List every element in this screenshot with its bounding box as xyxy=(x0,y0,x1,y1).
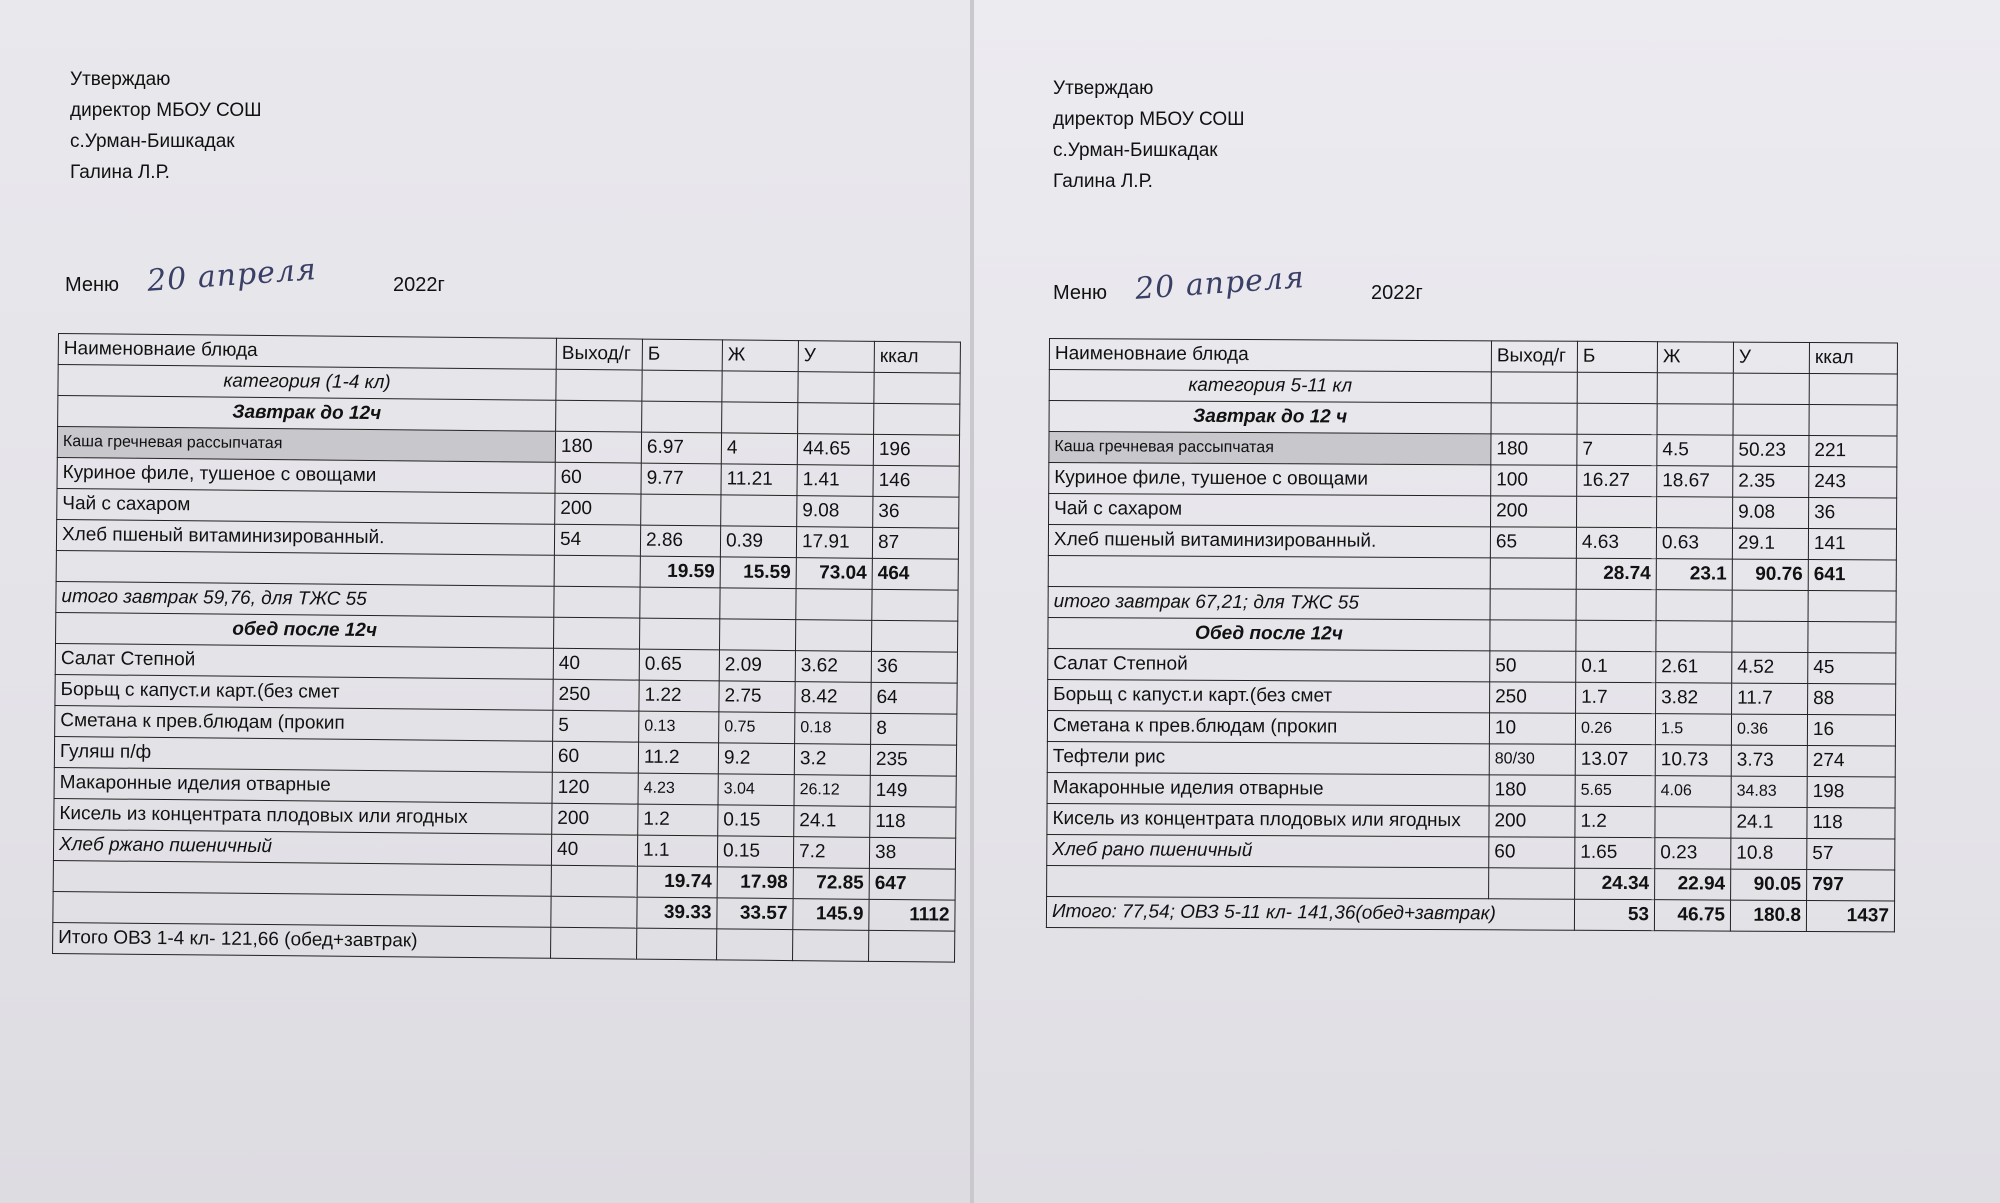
table-cell xyxy=(793,930,869,962)
nutrient-value: 146 xyxy=(873,465,959,497)
column-header: ккал xyxy=(1809,342,1897,373)
nutrient-value: 200 xyxy=(555,493,641,525)
table-cell xyxy=(1733,404,1809,435)
table-cell xyxy=(637,928,717,960)
nutrient-value xyxy=(1577,496,1657,527)
nutrient-value: 24.1 xyxy=(1731,807,1807,838)
nutrient-value: 88 xyxy=(1808,683,1896,714)
nutrient-value: 11.7 xyxy=(1732,683,1808,714)
nutrient-value: 24.1 xyxy=(794,806,870,838)
table-cell xyxy=(796,589,872,621)
table-row xyxy=(1047,803,1895,838)
approval-block xyxy=(1053,73,1245,197)
category-row xyxy=(1049,370,1897,405)
nutrient-value: 5 xyxy=(553,710,639,742)
final-note: Итого: 77,54; ОВЗ 5-11 кл- 141,36(обед+завтрак) xyxy=(1046,896,1574,930)
table-cell xyxy=(722,402,798,434)
nutrient-value xyxy=(641,494,721,526)
left-menu-sheet xyxy=(0,0,970,1203)
nutrient-value: 0.65 xyxy=(639,649,719,681)
nutrient-value: 8.42 xyxy=(795,682,871,714)
nutrient-value: 9.2 xyxy=(718,743,794,775)
menu-label: Меню xyxy=(65,274,120,296)
nutrient-value: 2.75 xyxy=(719,681,795,713)
nutrient-value: 60 xyxy=(1489,837,1575,868)
table-cell xyxy=(53,891,551,927)
table-row xyxy=(1048,648,1896,683)
nutrient-value: 235 xyxy=(870,744,956,776)
breakfast-title: Завтрак до 12 ч xyxy=(1049,401,1491,434)
dish-name: Хлеб пшеный витаминизированный. xyxy=(56,519,554,555)
nutrient-value: 3.82 xyxy=(1656,683,1732,714)
table-cell xyxy=(1657,373,1733,404)
subtotal-value: 19.74 xyxy=(637,866,717,898)
table-cell xyxy=(53,860,551,896)
nutrient-value: 141 xyxy=(1808,528,1896,559)
nutrient-value: 9.77 xyxy=(641,463,721,495)
dish-name: Тефтели рис xyxy=(1047,741,1489,774)
nutrient-value: 10 xyxy=(1489,713,1575,744)
approval-block xyxy=(70,64,262,188)
breakfast-note: итого завтрак 67,21; для ТЖС 55 xyxy=(1048,586,1490,619)
column-header: У xyxy=(798,341,874,373)
nutrient-value: 9.08 xyxy=(1733,497,1809,528)
subtotal-row xyxy=(1047,865,1895,900)
subtotal-value: 19.59 xyxy=(640,556,720,588)
approval-line: Утверждаю xyxy=(70,69,171,90)
dish-name: Сметана к прев.блюдам (прокип xyxy=(55,705,553,741)
nutrient-value: 1.2 xyxy=(638,804,718,836)
grand-total-value: 53 xyxy=(1574,899,1654,930)
nutrient-value: 4.06 xyxy=(1655,776,1731,807)
table-cell xyxy=(717,929,793,961)
grand-total-value: 145.9 xyxy=(793,899,869,931)
dish-name: Сметана к прев.блюдам (прокип xyxy=(1047,710,1489,743)
nutrient-value: 2.61 xyxy=(1656,652,1732,683)
note-row xyxy=(1048,586,1896,621)
right-menu-sheet xyxy=(974,0,2000,1203)
breakfast-title: Завтрак до 12ч xyxy=(58,396,556,432)
nutrient-value: 2.09 xyxy=(719,650,795,682)
nutrient-value: 3.04 xyxy=(718,774,794,806)
nutrient-value: 1.22 xyxy=(639,680,719,712)
table-cell xyxy=(639,618,719,650)
lunch-title: Обед после 12ч xyxy=(1048,617,1490,650)
dish-name: Каша гречневая рассыпчатая xyxy=(57,427,555,463)
nutrient-value: 1.65 xyxy=(1575,837,1655,868)
nutrient-value: 1.41 xyxy=(797,465,873,497)
nutrient-value: 10.73 xyxy=(1655,745,1731,776)
nutrient-value: 100 xyxy=(1491,465,1577,496)
table-cell xyxy=(1732,621,1808,652)
dish-name: Кисель из концентрата плодовых или ягодных xyxy=(1047,803,1489,836)
nutrient-value: 0.26 xyxy=(1575,713,1655,744)
table-cell xyxy=(1491,403,1577,434)
nutrient-value: 120 xyxy=(552,772,638,804)
table-row xyxy=(1049,463,1897,498)
nutrient-value: 221 xyxy=(1809,435,1897,466)
column-header: У xyxy=(1733,342,1809,373)
subtotal-value: 24.34 xyxy=(1575,868,1655,899)
grand-total-value: 33.57 xyxy=(717,898,793,930)
table-row xyxy=(1047,772,1895,807)
table-cell xyxy=(869,930,955,962)
grand-total-value: 180.8 xyxy=(1730,900,1806,931)
nutrient-value: 50.23 xyxy=(1733,435,1809,466)
subtotal-value: 797 xyxy=(1807,869,1895,900)
handwritten-date: 20 апреля xyxy=(1133,260,1306,307)
table-cell xyxy=(872,589,958,621)
dish-name: Чай с сахаром xyxy=(57,488,555,524)
dish-name: Кисель из концентрата плодовых или ягодных xyxy=(54,798,552,834)
nutrient-value: 1.1 xyxy=(637,835,717,867)
nutrient-value: 50 xyxy=(1490,651,1576,682)
table-row xyxy=(1048,679,1896,714)
grand-total-value: 1437 xyxy=(1806,900,1894,931)
nutrient-value: 0.39 xyxy=(720,526,796,558)
subtotal-value: 90.76 xyxy=(1732,559,1808,590)
approval-line: директор МБОУ СОШ xyxy=(1053,109,1245,130)
table-row xyxy=(1048,525,1896,560)
nutrient-value: 16 xyxy=(1807,714,1895,745)
table-cell xyxy=(56,550,554,586)
nutrient-value: 80/30 xyxy=(1489,744,1575,775)
table-cell xyxy=(1490,558,1576,589)
table-cell xyxy=(798,372,874,404)
table-cell xyxy=(551,896,637,928)
dish-name: Хлеб рано пшеничный xyxy=(1047,834,1489,867)
nutrient-value: 87 xyxy=(872,527,958,559)
nutrient-value: 200 xyxy=(1489,806,1575,837)
approval-line: с.Урман-Бишкадак xyxy=(70,131,235,152)
table-cell xyxy=(1808,621,1896,652)
menu-table xyxy=(52,333,961,963)
nutrient-value: 11.2 xyxy=(638,742,718,774)
nutrient-value: 0.13 xyxy=(639,711,719,743)
nutrient-value: 44.65 xyxy=(797,434,873,466)
table-cell xyxy=(1733,373,1809,404)
subtotal-value: 23.1 xyxy=(1656,559,1732,590)
header-row xyxy=(1049,339,1897,374)
column-header: ккал xyxy=(874,341,960,373)
nutrient-value: 64 xyxy=(871,682,957,714)
nutrient-value: 0.23 xyxy=(1655,838,1731,869)
subtotal-row xyxy=(1048,555,1896,590)
nutrient-value: 250 xyxy=(553,679,639,711)
nutrient-value: 118 xyxy=(870,806,956,838)
nutrient-value: 118 xyxy=(1807,807,1895,838)
dish-name: Куриное филе, тушеное с овощами xyxy=(57,457,555,493)
table-cell xyxy=(1577,372,1657,403)
nutrient-value: 4 xyxy=(721,433,797,465)
approval-line: Утверждаю xyxy=(1053,78,1154,99)
table-cell xyxy=(1809,373,1897,404)
nutrient-value: 0.18 xyxy=(795,713,871,745)
nutrient-value: 2.35 xyxy=(1733,466,1809,497)
grand-total-value: 39.33 xyxy=(637,897,717,929)
nutrient-value: 5.65 xyxy=(1575,775,1655,806)
nutrient-value: 3.73 xyxy=(1731,745,1807,776)
nutrient-value: 0.15 xyxy=(717,836,793,868)
nutrient-value: 18.67 xyxy=(1657,466,1733,497)
nutrient-value: 198 xyxy=(1807,776,1895,807)
nutrient-value: 0.15 xyxy=(718,805,794,837)
dish-name: Макаронные иделия отварные xyxy=(1047,772,1489,805)
table-cell xyxy=(1576,589,1656,620)
subtotal-value: 90.05 xyxy=(1731,869,1807,900)
subtotal-value: 464 xyxy=(872,558,958,590)
nutrient-value: 196 xyxy=(873,434,959,466)
table-cell xyxy=(1808,590,1896,621)
column-header: Наименовнаие блюда xyxy=(58,334,556,370)
table-cell xyxy=(1732,590,1808,621)
nutrient-value: 243 xyxy=(1809,466,1897,497)
nutrient-value xyxy=(721,495,797,527)
final-total-row xyxy=(1046,896,1894,931)
table-cell xyxy=(798,403,874,435)
nutrient-value: 274 xyxy=(1807,745,1895,776)
menu-year: 2022г xyxy=(1371,282,1423,304)
table-cell xyxy=(1657,404,1733,435)
nutrient-value: 65 xyxy=(1490,527,1576,558)
dish-name: Макаронные иделия отварные xyxy=(54,767,552,803)
handwritten-date: 20 апреля xyxy=(145,252,318,299)
table-row xyxy=(1047,741,1895,776)
grand-total-value: 46.75 xyxy=(1654,900,1730,931)
nutrient-value: 16.27 xyxy=(1577,465,1657,496)
nutrient-value: 3.2 xyxy=(794,744,870,776)
nutrient-value: 0.63 xyxy=(1656,528,1732,559)
nutrient-value: 45 xyxy=(1808,652,1896,683)
nutrient-value: 40 xyxy=(551,834,637,866)
table-cell xyxy=(554,586,640,618)
nutrient-value: 180 xyxy=(1489,775,1575,806)
table-cell xyxy=(554,555,640,587)
nutrient-value: 1.7 xyxy=(1576,682,1656,713)
dish-name: Салат Степной xyxy=(1048,648,1490,681)
nutrient-value: 9.08 xyxy=(797,496,873,528)
section-row xyxy=(1049,401,1897,436)
table-cell xyxy=(1489,868,1575,899)
lunch-title: обед после 12ч xyxy=(56,612,554,648)
table-cell xyxy=(1490,589,1576,620)
dish-name: Чай с сахаром xyxy=(1049,494,1491,527)
nutrient-value: 29.1 xyxy=(1732,528,1808,559)
table-cell xyxy=(1047,865,1489,898)
nutrient-value: 6.97 xyxy=(641,432,721,464)
nutrient-value: 200 xyxy=(552,803,638,835)
nutrient-value: 3.62 xyxy=(795,651,871,683)
nutrient-value: 13.07 xyxy=(1575,744,1655,775)
table-cell xyxy=(871,620,957,652)
dish-name: Гуляш п/ф xyxy=(54,736,552,772)
table-cell xyxy=(795,620,871,652)
dish-name: Хлеб пшеный витаминизированный. xyxy=(1048,525,1490,558)
column-header: Наименовнаие блюда xyxy=(1049,339,1491,372)
dish-name: Хлеб ржано пшеничный xyxy=(53,829,551,865)
nutrient-value: 60 xyxy=(555,462,641,494)
table-cell xyxy=(556,400,642,432)
table-cell xyxy=(551,865,637,897)
column-header: Выход/г xyxy=(1491,341,1577,372)
nutrient-value: 54 xyxy=(554,524,640,556)
nutrient-value: 149 xyxy=(870,775,956,807)
table-cell xyxy=(1490,620,1576,651)
menu-table xyxy=(1046,338,1898,932)
dish-name: Куриное филе, тушеное с овощами xyxy=(1049,463,1491,496)
subtotal-value: 28.74 xyxy=(1576,558,1656,589)
table-cell xyxy=(1491,372,1577,403)
table-cell xyxy=(1576,620,1656,651)
nutrient-value: 36 xyxy=(871,651,957,683)
table-cell xyxy=(874,372,960,404)
nutrient-value: 38 xyxy=(869,837,955,869)
dish-name: Борьщ с капуст.и карт.(без смет xyxy=(1048,679,1490,712)
table-cell xyxy=(719,619,795,651)
nutrient-value xyxy=(1657,497,1733,528)
nutrient-value: 1.2 xyxy=(1575,806,1655,837)
table-cell xyxy=(553,617,639,649)
table-cell xyxy=(1809,404,1897,435)
subtotal-value: 73.04 xyxy=(796,558,872,590)
nutrient-value: 34.83 xyxy=(1731,776,1807,807)
nutrient-value: 1.5 xyxy=(1655,714,1731,745)
table-row xyxy=(1049,432,1897,467)
nutrient-value: 60 xyxy=(552,741,638,773)
table-cell xyxy=(642,401,722,433)
final-note: Итого ОВЗ 1-4 кл- 121,66 (обед+завтрак) xyxy=(53,922,551,958)
table-cell xyxy=(1656,621,1732,652)
column-header: Б xyxy=(642,339,722,371)
nutrient-value: 4.5 xyxy=(1657,435,1733,466)
table-cell xyxy=(556,369,642,401)
nutrient-value: 0.36 xyxy=(1731,714,1807,745)
table-row xyxy=(1049,494,1897,529)
table-cell xyxy=(1656,590,1732,621)
table-row xyxy=(1047,710,1895,745)
subtotal-value: 641 xyxy=(1808,559,1896,590)
dish-name: Салат Степной xyxy=(55,643,553,679)
table-cell xyxy=(722,371,798,403)
nutrient-value: 250 xyxy=(1490,682,1576,713)
dish-name: Борьщ с капуст.и карт.(без смет xyxy=(55,674,553,710)
subtotal-value: 15.59 xyxy=(720,557,796,589)
nutrient-value: 4.52 xyxy=(1732,652,1808,683)
nutrient-value: 8 xyxy=(871,713,957,745)
grand-total-value: 1112 xyxy=(869,899,955,931)
table-cell xyxy=(642,370,722,402)
table-cell xyxy=(720,588,796,620)
nutrient-value: 180 xyxy=(1491,434,1577,465)
breakfast-note: итого завтрак 59,76, для ТЖС 55 xyxy=(56,581,554,617)
subtotal-value: 17.98 xyxy=(717,867,793,899)
nutrient-value: 7.2 xyxy=(793,837,869,869)
nutrient-value: 4.23 xyxy=(638,773,718,805)
table-cell xyxy=(1048,555,1490,588)
menu-label: Меню xyxy=(1053,282,1108,304)
approval-line: Галина Л.Р. xyxy=(1053,171,1153,192)
approval-line: директор МБОУ СОШ xyxy=(70,100,262,121)
nutrient-value: 0.1 xyxy=(1576,651,1656,682)
subtotal-value: 72.85 xyxy=(793,868,869,900)
nutrient-value: 40 xyxy=(553,648,639,680)
nutrient-value: 4.63 xyxy=(1576,527,1656,558)
nutrient-value: 200 xyxy=(1491,496,1577,527)
nutrient-value xyxy=(1655,807,1731,838)
nutrient-value: 11.21 xyxy=(721,464,797,496)
column-header: Ж xyxy=(1657,342,1733,373)
column-header: Ж xyxy=(722,340,798,372)
table-row xyxy=(1047,834,1895,869)
nutrient-value: 36 xyxy=(1809,497,1897,528)
dish-name: Каша гречневая рассыпчатая xyxy=(1049,432,1491,465)
nutrient-value: 180 xyxy=(555,431,641,463)
column-header: Выход/г xyxy=(556,338,642,370)
nutrient-value: 36 xyxy=(873,496,959,528)
approval-line: с.Урман-Бишкадак xyxy=(1053,140,1218,161)
section-row xyxy=(1048,617,1896,652)
category-label: категория 5-11 кл xyxy=(1049,370,1491,403)
nutrient-value: 57 xyxy=(1807,838,1895,869)
nutrient-value: 26.12 xyxy=(794,775,870,807)
nutrient-value: 7 xyxy=(1577,434,1657,465)
column-header: Б xyxy=(1577,341,1657,372)
menu-year: 2022г xyxy=(393,274,445,296)
table-cell xyxy=(551,927,637,959)
nutrient-value: 10.8 xyxy=(1731,838,1807,869)
nutrient-value: 17.91 xyxy=(796,527,872,559)
subtotal-value: 22.94 xyxy=(1655,869,1731,900)
subtotal-value: 647 xyxy=(869,868,955,900)
category-label: категория (1-4 кл) xyxy=(58,365,556,401)
table-cell xyxy=(874,403,960,435)
table-cell xyxy=(640,587,720,619)
nutrient-value: 2.86 xyxy=(640,525,720,557)
approval-line: Галина Л.Р. xyxy=(70,162,170,183)
nutrient-value: 0.75 xyxy=(719,712,795,744)
table-cell xyxy=(1577,403,1657,434)
